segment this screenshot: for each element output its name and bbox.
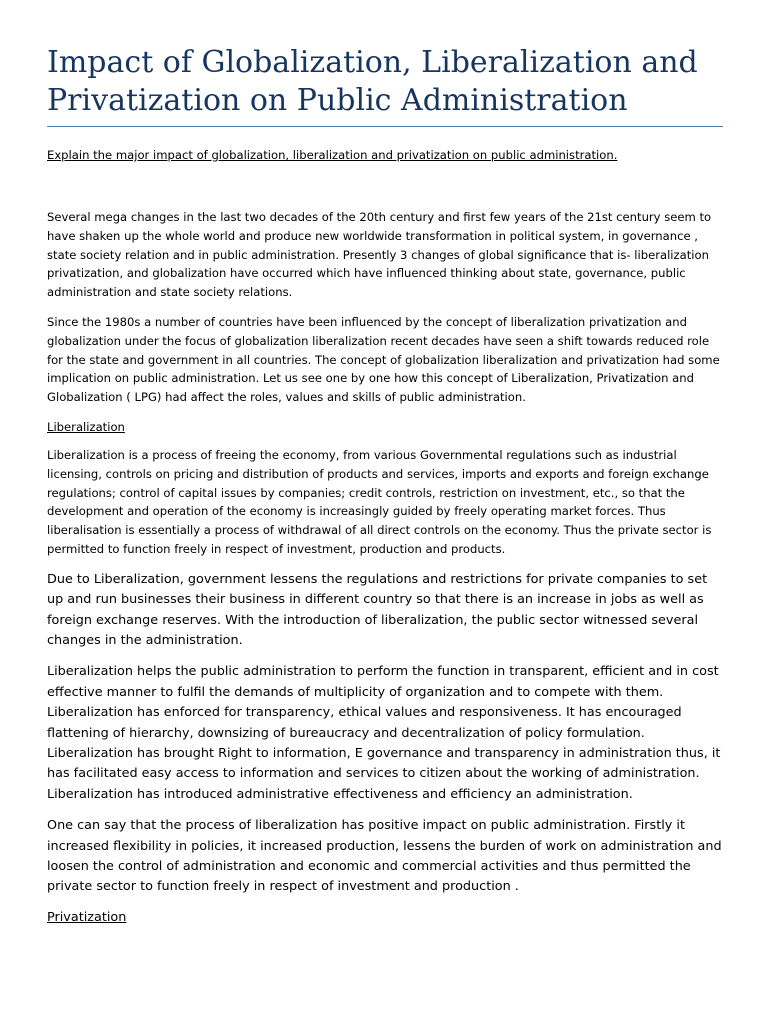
liberalization-heading: Liberalization (47, 419, 125, 434)
liberalization-paragraph-2: Due to Liberalization, government lessens the regulations and restrictions for private companies to set up and run businesses their business in different country so that there is an increase in jobs as well as foreign exchange reserves. With the introduction of liberalization, the public sector witnessed several changes in the administration. (47, 571, 708, 648)
intro-paragraph-1: Several mega changes in the last two decades of the 20th century and first few years of the 21st century seem to have shaken up the whole world and produce new worldwide transformation in political system, in governance , state society relation and in public administration. Presently 3 changes of global significance that is- liberalization privatization, and globalization have occurred which have influenced thinking about state, governance, public administration and state society relations. (47, 210, 712, 300)
intro-paragraph-2: Since the 1980s a number of countries have been influenced by the concept of liberalization privatization and globalization under the focus of globalization liberalization recent decades have seen a shift towards reduced role for the state and government in all countries. The concept of globalization liberalization and privatization had some implication on public administration. Let us see one by one how this concept of Liberalization, Privatization and Globalization ( LPG) had affect the roles, values and skills of public administration. (47, 314, 720, 405)
liberalization-paragraph-1: Liberalization is a process of freeing the economy, from various Governmental regulations such as industrial licensing, controls on pricing and distribution of products and services, imports and exports and foreign exchange regulations; control of capital issues by companies; credit controls, restriction on investment, etc., so that the development and operation of the economy is increasingly guided by freely operating market forces. Thus liberalisation is essentially a process of withdrawal of all direct controls on the economy. Thus the private sector is permitted to function freely in respect of investment, production and products. (47, 447, 712, 556)
document-title: Impact of Globalization, Liberalization and Privatization on Public Administration (47, 44, 723, 127)
privatization-heading: Privatization (47, 909, 127, 925)
document-page (47, 44, 723, 937)
liberalization-paragraph-3: Liberalization helps the public administration to perform the function in transparent, efficient and in cost effective manner to fulfil the demands of multiplicity of organization and to compete with them. Liberalization has enforced for transparency, ethical values and responsiveness. It has encouraged flattening of hierarchy, downsizing of bureaucracy and decentralization of policy formulation. Liberalization has brought Right to information, E governance and transparency in administration thus, it has facilitated easy access to information and services to citizen about the working of administration. Liberalization has introduced administrative effectiveness and efficiency an administration. (47, 664, 721, 802)
question-text: Explain the major impact of globalization, liberalization and privatization on public administration. (47, 148, 618, 162)
liberalization-paragraph-4: One can say that the process of liberalization has positive impact on public administration. Firstly it increased flexibility in policies, it increased production, lessens the burden of work on administration and loosen the control of administration and economic and commercial activities and thus permitted the private sector to function freely in respect of investment and production . (47, 818, 722, 895)
